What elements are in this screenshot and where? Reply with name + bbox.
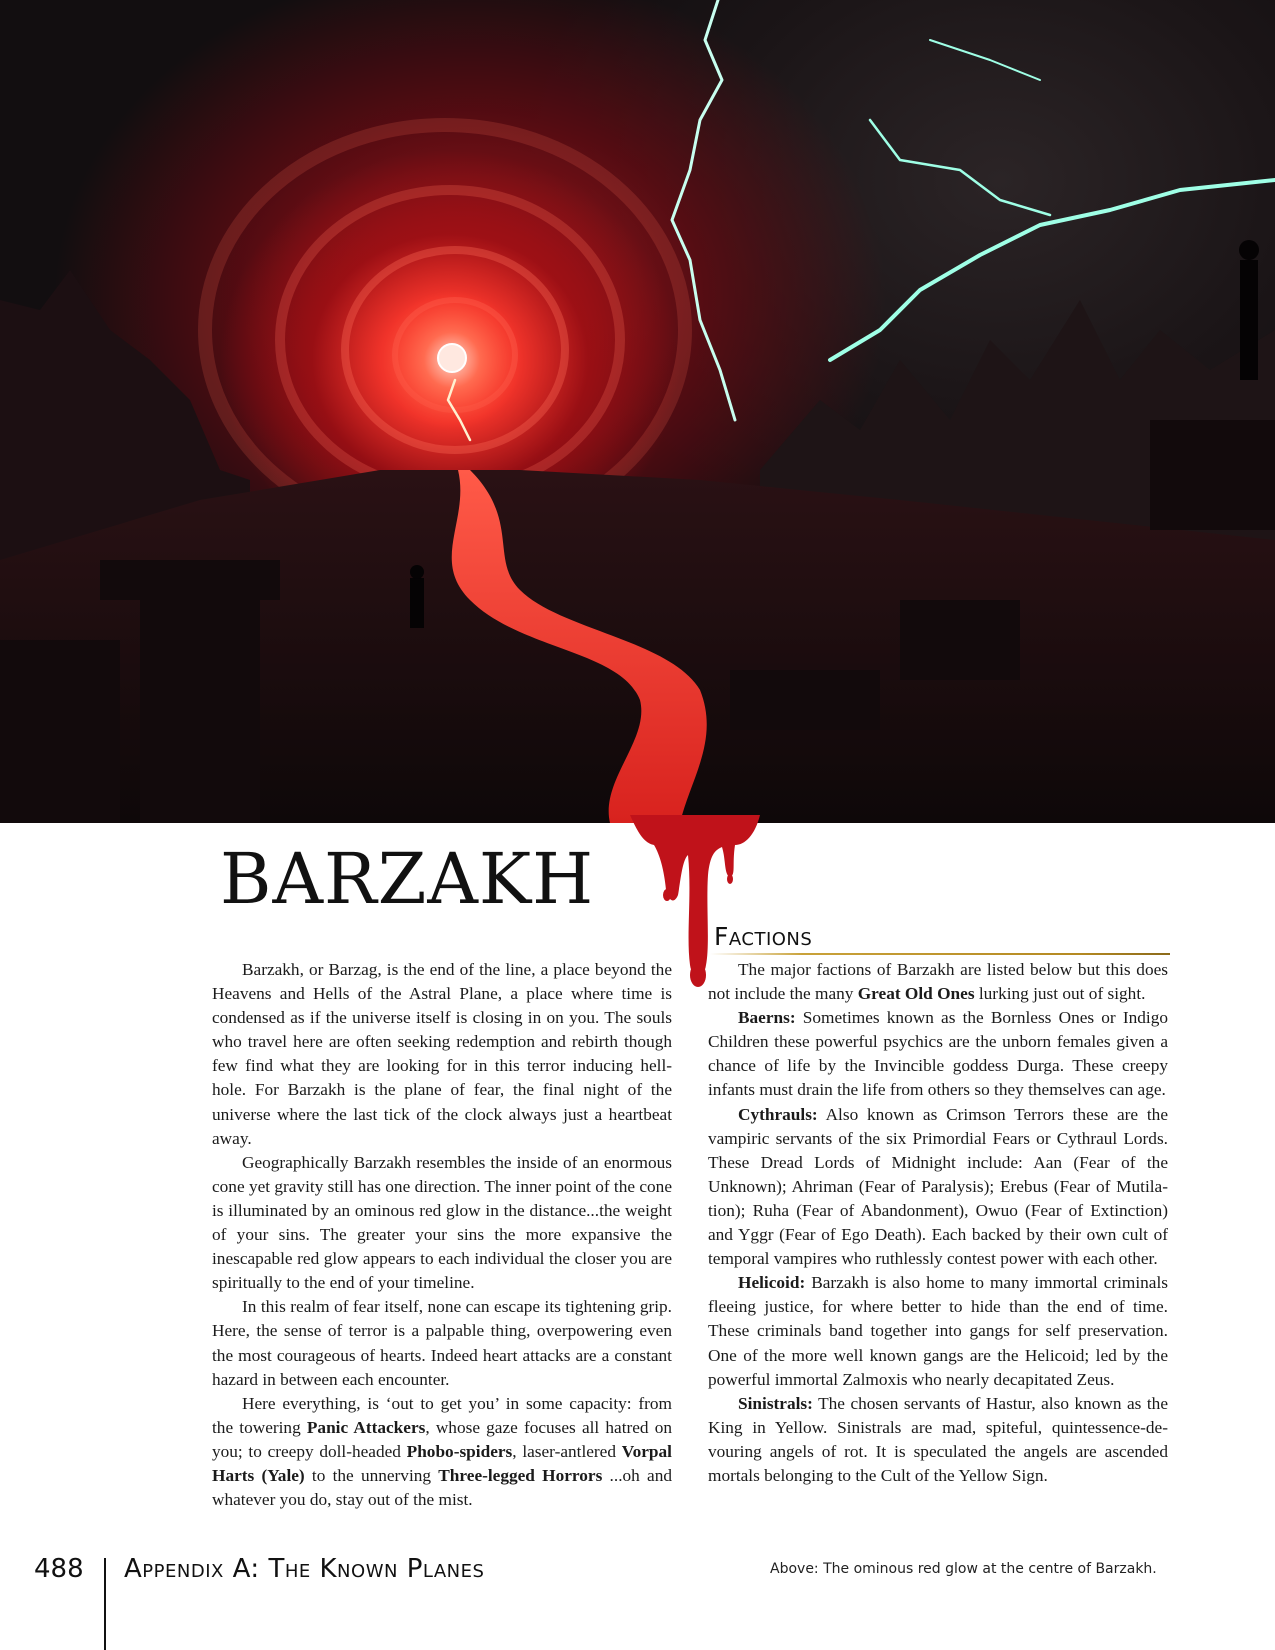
faction-helicoid (708, 1271, 1168, 1391)
faction-name-cythrauls: Cythrauls: (738, 1104, 818, 1124)
hero-illustration (0, 0, 1275, 823)
faction-description: The chosen servants of Hastur, also known as the King in Yellow. Sinistrals are mad, spiteful, quintessence-devouring angels of rot. It is speculated the angels are ascended mortals belonging to the Cult of the Yellow Sign. (708, 1393, 1168, 1485)
glow-point (438, 344, 466, 372)
text-run: to the unnerving (304, 1465, 439, 1485)
page-number: 488 (34, 1554, 84, 1584)
running-section-title: Appendix A: The Known Planes (124, 1554, 485, 1584)
faction-sinistrals (708, 1392, 1168, 1488)
creature-name-panic-attackers: Panic Attackers (306, 1417, 426, 1437)
text-run: , whose gaze focuses all hatred on you; to creepy doll-headed (212, 1417, 673, 1461)
factions-intro (708, 958, 1168, 1006)
factions-column (708, 958, 1168, 1488)
intro-paragraph-1: Barzakh, or Barzag, is the end of the line, a place beyond the Heavens and Hells of the Astral Plane, a place where time is condensed as if the universe itself is closing in on you. The souls who travel here are often seeking redemption and rebirth though few find what they are looking for in this terror inducing hell-hole. For Barzakh is the plane of fear, the final night of the universe where the last tick of the clock always just a heartbeat away. (212, 960, 672, 1148)
creature-name-phobo-spiders: Phobo-spiders (406, 1441, 513, 1461)
page-title: BARZAKH (220, 838, 595, 920)
heading-divider (710, 953, 1170, 955)
creature-name-three-legged-horrors: Three-legged Horrors (438, 1465, 603, 1485)
creature-name-vorpal-harts: Vorpal Harts (Yale) (212, 1441, 672, 1485)
text-run: Here everything, is ‘out to get you’ in some capacity: from the towering (212, 1393, 672, 1437)
factions-heading-text: Factions (714, 922, 813, 951)
faction-description: Sometimes known as the Bornless Ones or Indigo Children these powerful psychics are the unborn females given a chance of life by the Invincible goddess Durga. These creepy infants must drain the life from others so they themselves can age. (708, 1008, 1168, 1100)
faction-name-helicoid: Helicoid: (738, 1273, 806, 1293)
footer-divider (104, 1558, 106, 1650)
faction-cythrauls (708, 1103, 1168, 1272)
great-old-ones-term: Great Old Ones (857, 984, 975, 1004)
barzakh-landscape-art (0, 0, 1275, 823)
faction-name-sinistrals: Sinistrals: (738, 1393, 813, 1413)
faction-description: Barzakh is also home to many immortal criminals fleeing justice, for where better to hide than the end of time. These criminals band together into gangs for self preservation. One of the more well known gangs are the Helicoid; led by the powerful immortal Zalmoxis who nearly decapitated Zeus. (708, 1273, 1168, 1389)
intro-paragraph-2: Geographically Barzakh resembles the inside of an enormous cone yet gravity still has one direction. The inner point of the cone is illuminated by an ominous red glow in the distance...the weight of your sins. The greater your sins the more expansive the inescapable red glow appears to each individual the closer you are spiritually to the end of your timeline. (212, 1152, 672, 1293)
intro-paragraph-3: In this realm of fear itself, none can escape its tightening grip. Here, the sense of terror is a palpable thing, overpowering even the most courageous of hearts. Indeed heart attacks are a constant hazard in between each encounter. (212, 1297, 672, 1389)
faction-name-baerns: Baerns: (738, 1008, 796, 1028)
faction-baerns (708, 1006, 1168, 1102)
text-run: lurking just out of sight. (974, 984, 1146, 1004)
intro-column (212, 958, 672, 1512)
text-run: The major factions of Barzakh are listed below but this does not include the many (708, 960, 1168, 1004)
factions-heading (714, 922, 812, 951)
intro-paragraph-4 (212, 1392, 672, 1512)
text-run: , laser-antlered (512, 1441, 622, 1461)
image-caption: Above: The ominous red glow at the centre of Barzakh. (770, 1561, 1157, 1577)
text-run: ...oh and whatever you do, stay out of the mist. (212, 1465, 672, 1510)
faction-description: Also known as Crimson Terrors these are the vampiric servants of the six Primordial Fears or Cythraul Lords. These Dread Lords of Midnight include: Aan (Fear of the Unknown); Ahriman (Fear of Paralysis); Erebus (Fear of Mutilation); Ruha (Fear of Abandonment), Owuo (Fear of Extinction) and Yggr (Fear of Ego Death). Each backed by their own cult of temporal vampires who ruthlessly contest power with each other. (708, 1104, 1168, 1269)
